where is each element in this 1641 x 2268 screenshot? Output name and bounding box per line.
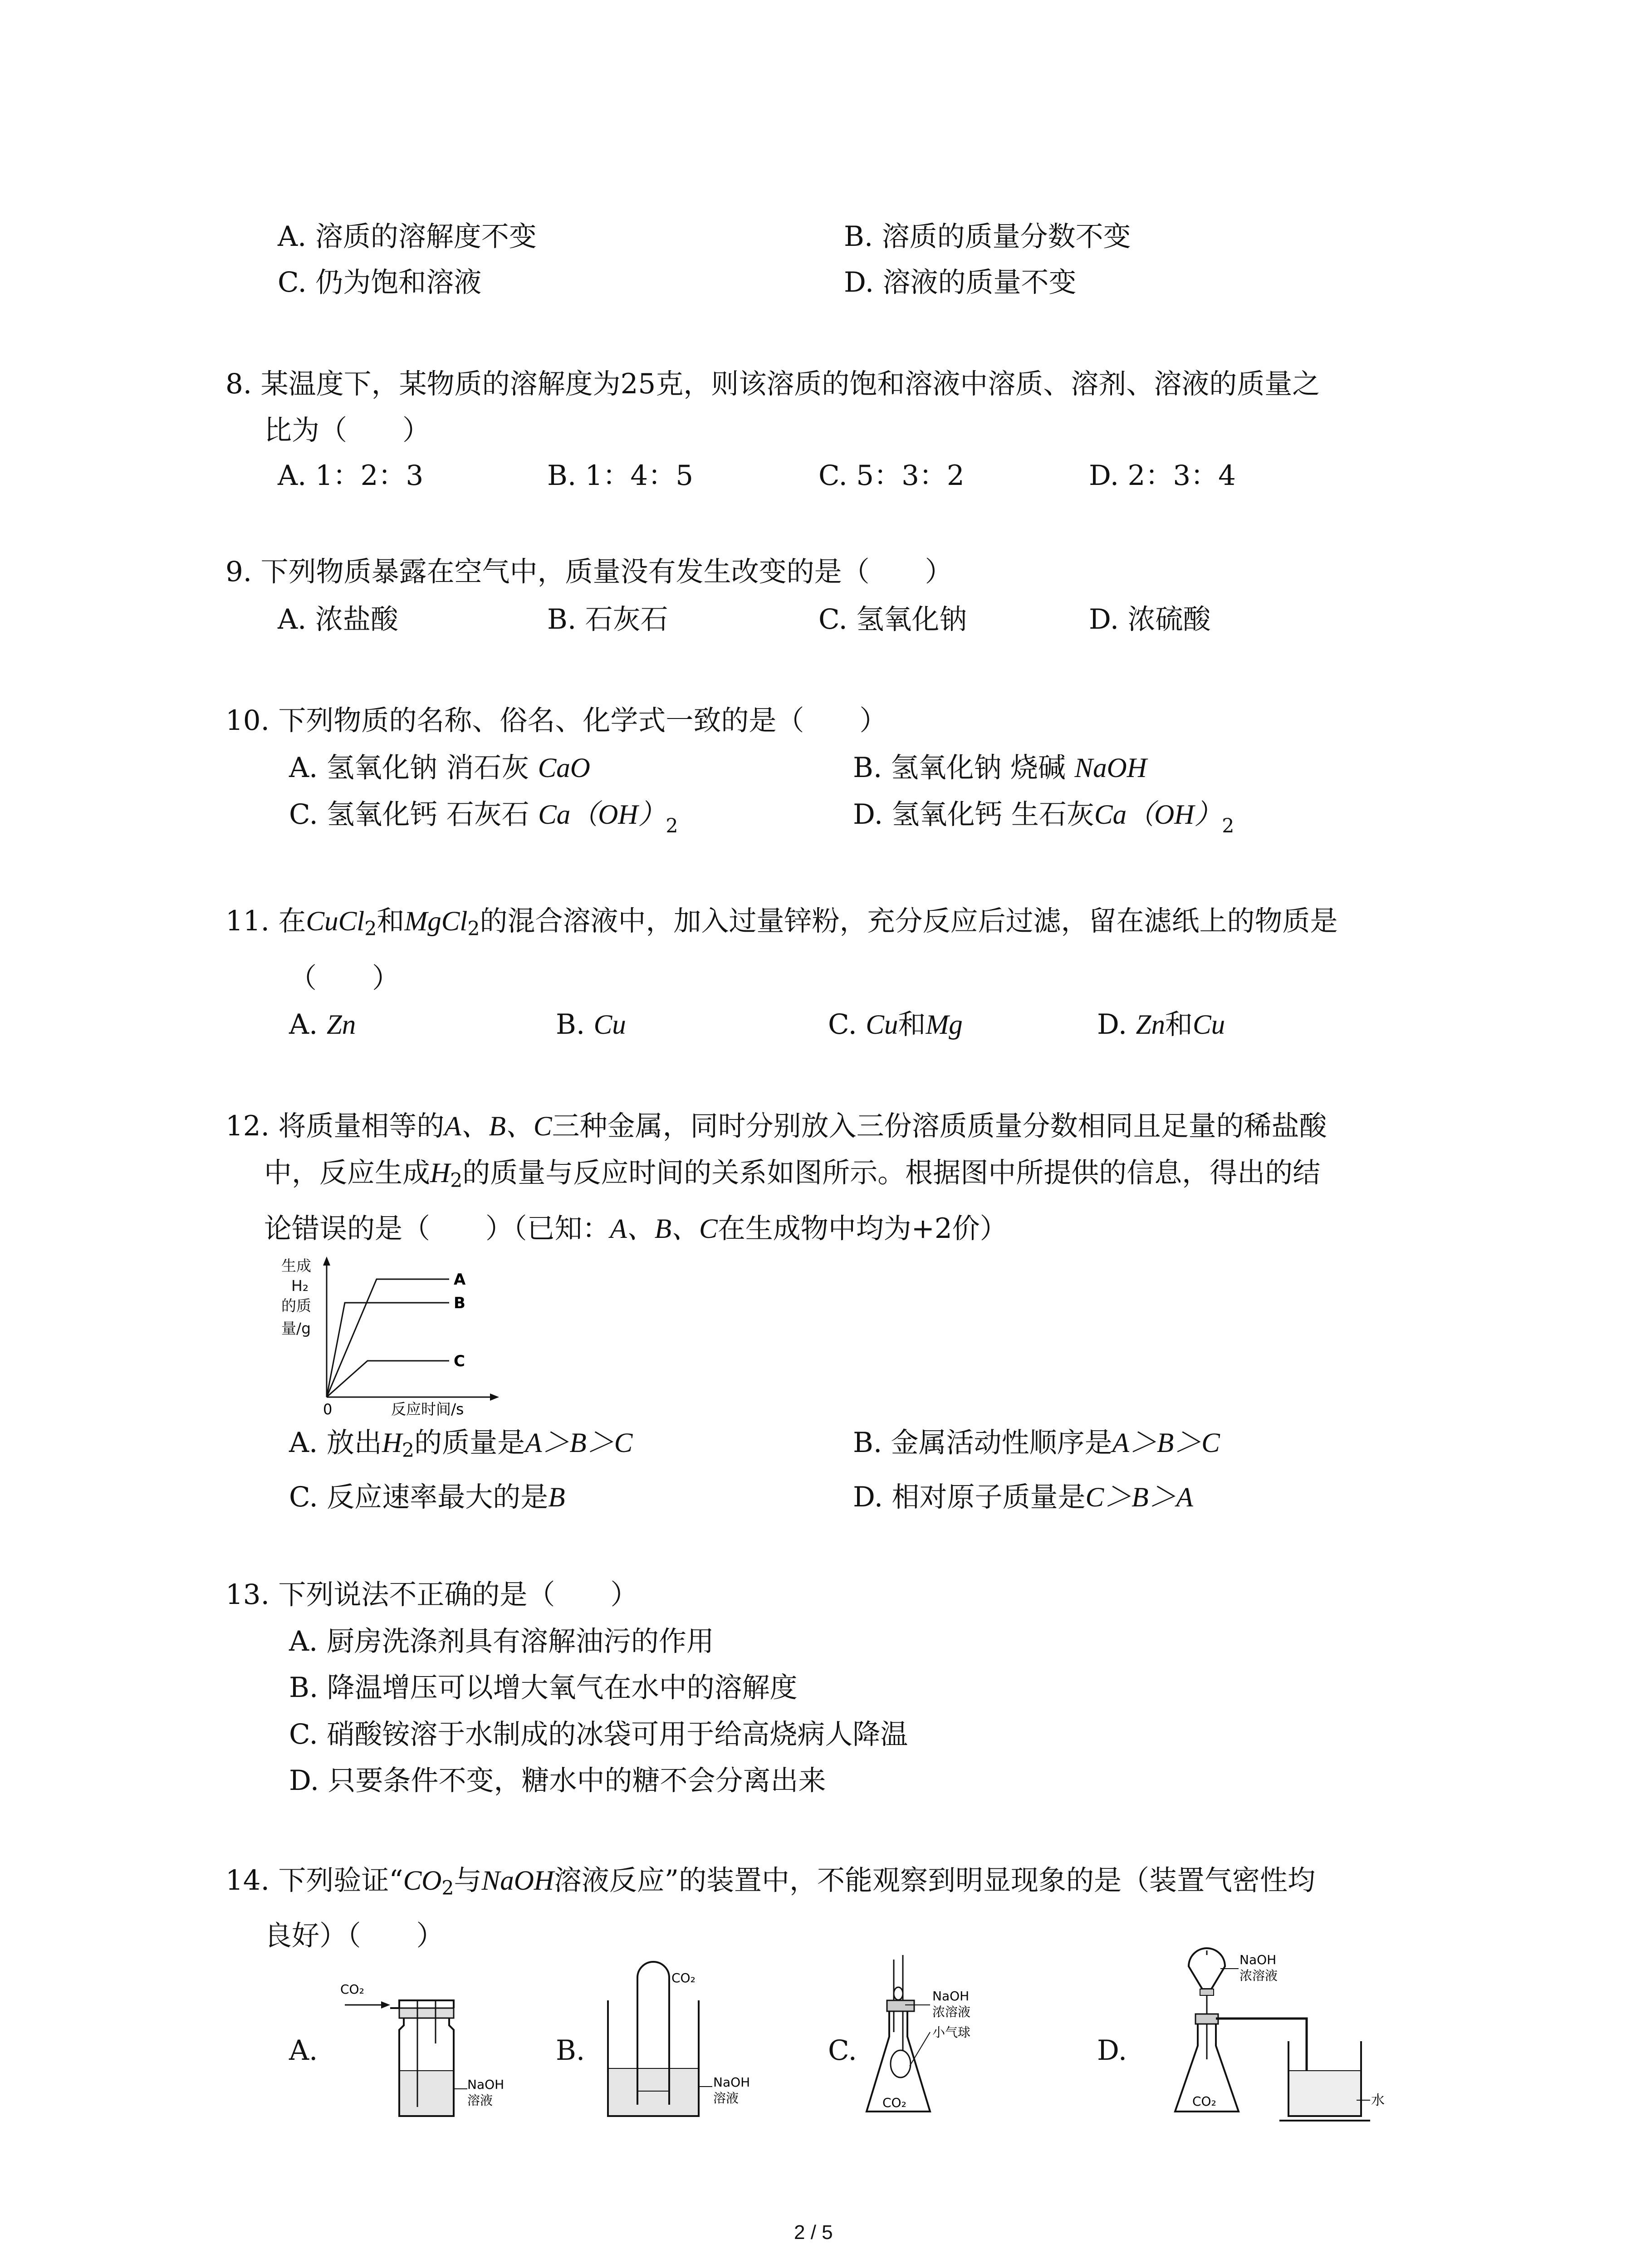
graph-line-a: [327, 1279, 449, 1397]
q9-stem: 9. 下列物质暴露在空气中，质量没有发生改变的是（ ）: [225, 556, 953, 588]
svg-text:量/g: 量/g: [281, 1320, 311, 1337]
q12-option-b: B. 金属活动性顺序是A＞B＞C: [853, 1427, 1220, 1459]
q11-stem-line1: 11. 在CuCl$_2$和MgCl$_2$的混合溶液中，加入过量锌粉，充分反应后过滤，留在滤纸上的物质是: [225, 905, 1338, 940]
q11-option-a: A. Zn: [289, 1008, 356, 1041]
svg-text:CO₂: CO₂: [882, 2095, 906, 2110]
apparatus-c: [862, 1950, 1053, 2127]
q12-option-a: A. 放出$H_2$的质量是A＞B＞C: [289, 1427, 633, 1462]
svg-text:NaOH: NaOH: [1239, 1952, 1277, 1967]
q8-stem-line2: 比为（ ）: [264, 414, 431, 446]
q14-label-b: B.: [556, 2034, 585, 2067]
svg-text:浓溶液: 浓溶液: [932, 2004, 971, 2019]
svg-text:CO₂: CO₂: [671, 1970, 696, 1985]
q9-option-c: C. 氢氧化钠: [818, 603, 967, 635]
svg-text:NaOH: NaOH: [932, 1989, 970, 2004]
q8-option-d: D. 2：3：4: [1089, 459, 1236, 492]
q9-option-b: B. 石灰石: [547, 603, 668, 635]
q14-label-c: C.: [828, 2034, 857, 2067]
q11-option-d: D. Zn和Cu: [1097, 1008, 1225, 1041]
svg-text:的质: 的质: [281, 1297, 311, 1315]
svg-text:H₂: H₂: [291, 1277, 309, 1295]
q13-option-d: D. 只要条件不变，糖水中的糖不会分离出来: [289, 1765, 826, 1797]
q12-graph: [272, 1252, 508, 1420]
q14-label-d: D.: [1097, 2034, 1127, 2067]
page-number: 2 / 5: [794, 2221, 833, 2244]
q7-option-a: A. 溶质的溶解度不变: [278, 220, 537, 253]
q13-option-a: A. 厨房洗涤剂具有溶解油污的作用: [289, 1625, 714, 1657]
graph-x-label: 反应时间/s: [391, 1400, 464, 1418]
q8-option-a: A. 1：2：3: [278, 459, 424, 492]
svg-text:生成: 生成: [281, 1257, 311, 1275]
q10-option-b: B. 氢氧化钠 烧碱 NaOH: [853, 752, 1147, 784]
q14-stem-line2: 良好）（ ）: [264, 1920, 444, 1952]
q8-stem-line1: 8. 某温度下，某物质的溶解度为25克，则该溶质的饱和溶液中溶质、溶剂、溶液的质量之: [225, 368, 1320, 400]
graph-y-arrow: [323, 1256, 330, 1266]
q11-stem-line2: （ ）: [289, 962, 400, 994]
graph-line-b: [327, 1303, 449, 1397]
q10-option-d: D. 氢氧化钙 生石灰$Ca(OH)_2$: [853, 798, 1234, 838]
svg-text:溶液: 溶液: [467, 2093, 493, 2108]
q10-stem: 10. 下列物质的名称、俗名、化学式一致的是（ ）: [225, 704, 887, 737]
apparatus-d: [1143, 1946, 1406, 2127]
graph-label-c: C: [454, 1352, 465, 1370]
q9-option-a: A. 浓盐酸: [278, 603, 398, 635]
graph-label-a: A: [454, 1271, 466, 1289]
q12-option-d: D. 相对原子质量是C＞B＞A: [853, 1481, 1193, 1513]
graph-label-b: B: [454, 1294, 465, 1312]
q8-option-c: C. 5：3：2: [818, 459, 965, 492]
graph-y-label: [281, 1257, 311, 1337]
svg-text:水: 水: [1371, 2092, 1385, 2108]
q13-option-c: C. 硝酸铵溶于水制成的冰袋可用于给高烧病人降温: [289, 1718, 908, 1750]
svg-text:浓溶液: 浓溶液: [1239, 1968, 1278, 1983]
q7-option-d: D. 溶液的质量不变: [844, 266, 1077, 298]
svg-text:NaOH: NaOH: [713, 2075, 750, 2090]
svg-text:CO₂: CO₂: [1192, 2094, 1216, 2109]
apparatus-a: [336, 1975, 526, 2130]
q7-option-c: C. 仍为饱和溶液: [278, 266, 482, 298]
q12-option-c: C. 反应速率最大的是B: [289, 1481, 565, 1513]
q12-stem-line3: 论错误的是（ ）（已知：A、B、C在生成物中均为+2价）: [264, 1212, 1008, 1245]
q9-option-d: D. 浓硫酸: [1089, 603, 1211, 635]
graph-line-c: [327, 1361, 449, 1397]
graph-origin: 0: [323, 1401, 333, 1418]
q13-stem: 13. 下列说法不正确的是（ ）: [225, 1579, 638, 1611]
q11-option-b: B. Cu: [556, 1008, 626, 1041]
q12-stem-line1: 12. 将质量相等的A、B、C三种金属，同时分别放入三份溶质质量分数相同且足量的稀盐酸: [225, 1110, 1327, 1142]
q13-option-b: B. 降温增压可以增大氧气在水中的溶解度: [289, 1672, 798, 1704]
q10-option-a: A. 氢氧化钠 消石灰 CaO: [289, 752, 590, 784]
svg-text:NaOH: NaOH: [467, 2077, 505, 2092]
q10-option-c: C. 氢氧化钙 石灰石 $Ca(OH)_2$: [289, 798, 678, 838]
svg-text:CO₂: CO₂: [340, 1982, 364, 1997]
q7-option-b: B. 溶质的质量分数不变: [844, 220, 1131, 253]
q8-option-b: B. 1：4：5: [547, 459, 694, 492]
svg-text:小气球: 小气球: [932, 2025, 971, 2040]
q14-stem-line1: 14. 下列验证“$CO_2$与NaOH溶液反应”的装置中，不能观察到明显现象的是（装置气密性均: [225, 1864, 1316, 1900]
q12-stem-line2: 中，反应生成$H_2$的质量与反应时间的关系如图所示。根据图中所提供的信息，得出的结: [264, 1157, 1321, 1192]
q14-label-a: A.: [289, 2034, 318, 2067]
q11-option-c: C. Cu和Mg: [828, 1008, 963, 1041]
apparatus-b: [594, 1955, 785, 2127]
graph-x-arrow: [490, 1393, 499, 1401]
svg-text:溶液: 溶液: [713, 2091, 739, 2106]
